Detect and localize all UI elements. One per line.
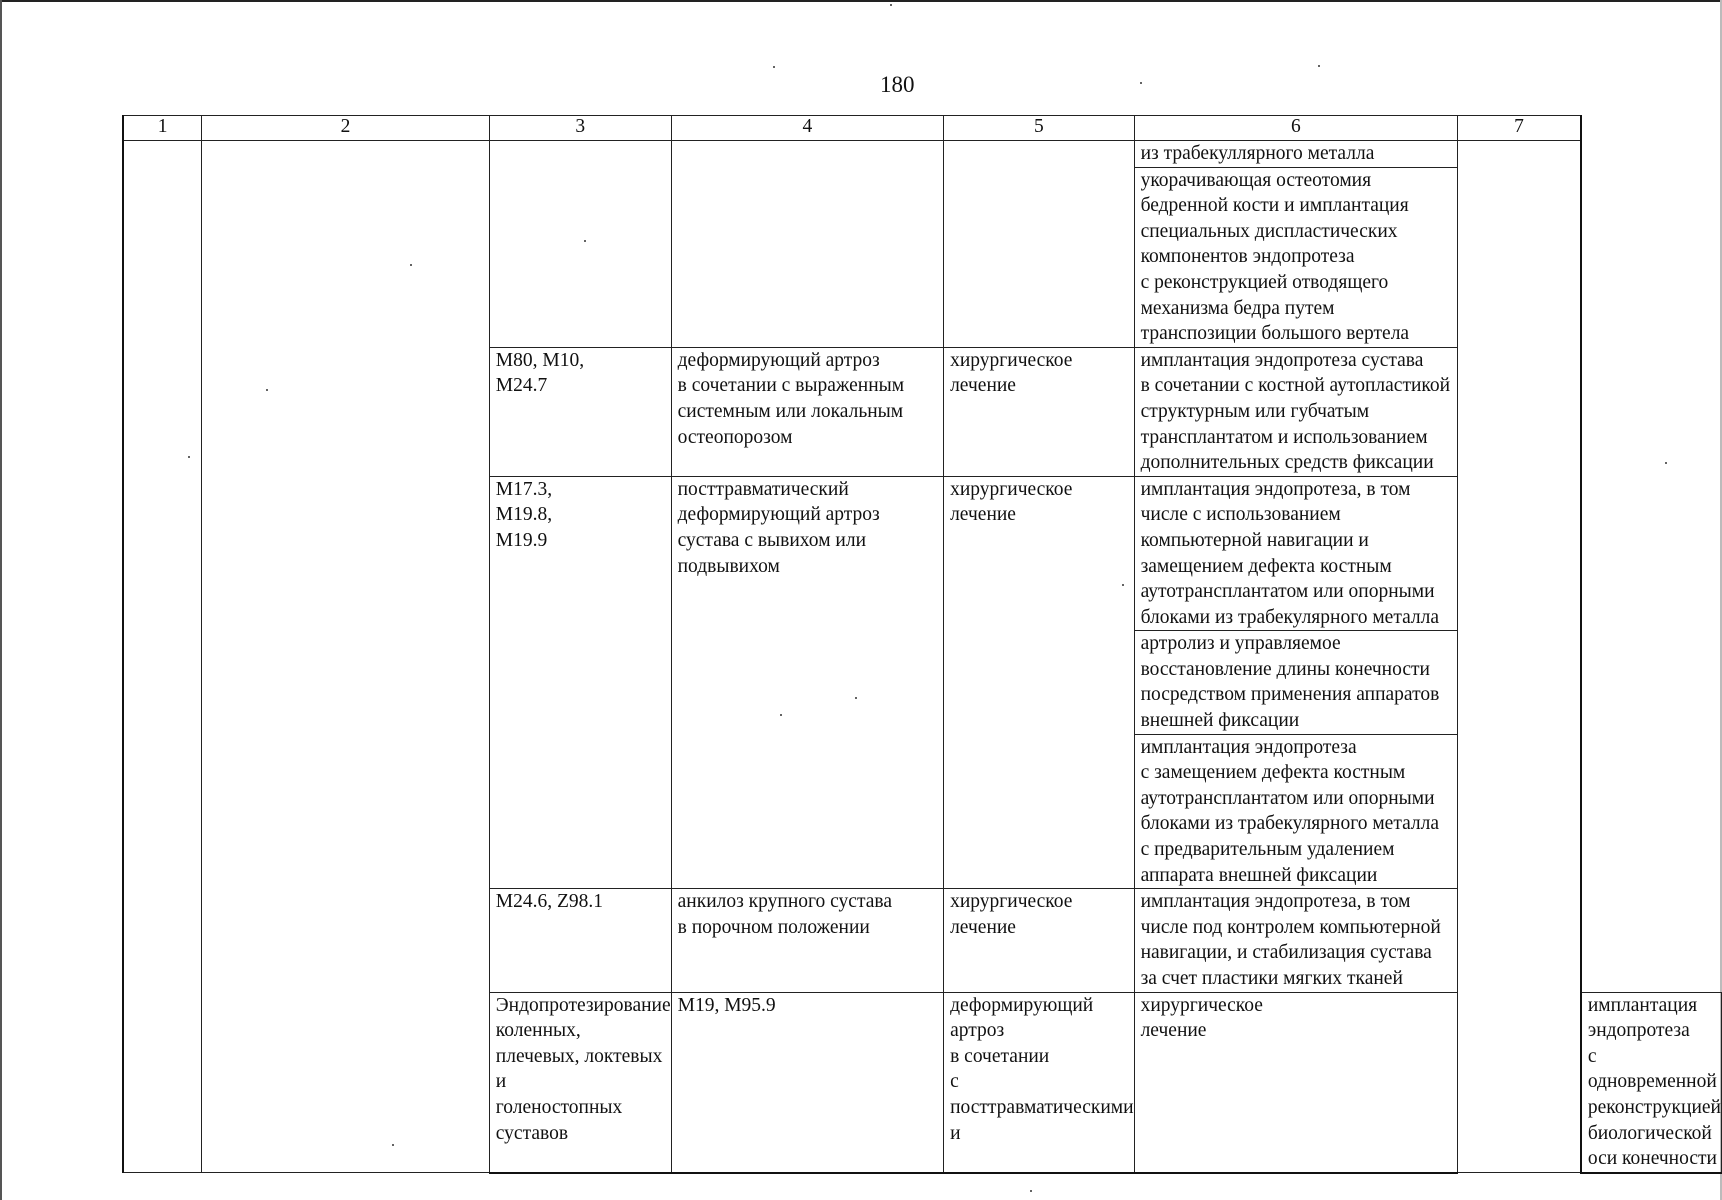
cell-number — [123, 141, 202, 1173]
cell-codes: M19, M95.9 — [671, 992, 943, 1173]
header-col-6: 6 — [1134, 116, 1458, 141]
header-col-5: 5 — [944, 116, 1135, 141]
scan-speck — [584, 240, 586, 242]
scan-speck — [773, 66, 775, 68]
cell-col-7 — [1458, 141, 1581, 1173]
cell-codes: M80, M10, M24.7 — [489, 347, 671, 476]
scan-speck — [780, 714, 782, 716]
scan-speck — [410, 264, 412, 266]
page-number: 180 — [880, 72, 915, 97]
table-row — [123, 141, 1722, 168]
scan-speck — [1318, 65, 1320, 67]
cell-treatment-type: хирургическое лечение — [944, 889, 1135, 992]
cell-treatment-method: имплантация эндопротеза с замещением дефекта костным аутотрансплантатом или опорными блоками из трабекулярного металла с предварительным удалением аппарата внешней фиксации — [1134, 734, 1458, 889]
cell-treatment-type — [944, 141, 1135, 348]
cell-treatment-method: имплантация эндопротеза с одновременной реконструкцией биологической оси конечности — [1581, 992, 1722, 1173]
scan-frame-left — [0, 0, 2, 1200]
medical-care-table — [122, 115, 1722, 1174]
header-col-2: 2 — [202, 116, 490, 141]
cell-codes: M24.6, Z98.1 — [489, 889, 671, 992]
header-row — [123, 116, 1722, 141]
scan-speck — [188, 456, 190, 458]
cell-codes: M17.3, M19.8, M19.9 — [489, 476, 671, 889]
header-col-4: 4 — [671, 116, 943, 141]
cell-treatment-method: укорачивающая остеотомия бедренной кости и имплантация специальных диспластических компонентов эндопротеза с реконструкцией отводящего механизма бедра путем транспозиции большого вертела — [1134, 167, 1458, 347]
scan-speck — [266, 389, 268, 391]
cell-treatment-type: хирургическое лечение — [944, 347, 1135, 476]
scan-speck — [1030, 1190, 1032, 1192]
cell-condition: деформирующий артроз в сочетании с выраженным системным или локальным остеопорозом — [671, 347, 943, 476]
cell-treatment-method: имплантация эндопротеза, в том числе с использованием компьютерной навигации и замещением дефекта костным аутотрансплантатом или опорными блоками из трабекулярного металла — [1134, 476, 1458, 631]
cell-treatment-method: артролиз и управляемое восстановление длины конечности посредством применения аппаратов внешней фиксации — [1134, 631, 1458, 734]
scan-speck — [1665, 462, 1667, 464]
cell-condition: посттравматический деформирующий артроз сустава с вывихом или подвывихом — [671, 476, 943, 889]
cell-procedure — [202, 141, 490, 1173]
scan-frame-top — [0, 0, 1722, 2]
cell-treatment-type: хирургическое лечение — [944, 476, 1135, 889]
cell-condition: деформирующий артроз в сочетании с посттравматическими и — [944, 992, 1135, 1173]
cell-procedure: Эндопротезирование коленных, плечевых, локтевых и голеностопных суставов — [489, 992, 671, 1173]
cell-treatment-method: имплантация эндопротеза сустава в сочетании с костной аутопластикой структурным или губчатым трансплантатом и использованием дополнительных средств фиксации — [1134, 347, 1458, 476]
cell-treatment-method: имплантация эндопротеза, в том числе под контролем компьютерной навигации, и стабилизация сустава за счет пластики мягких тканей — [1134, 889, 1458, 992]
scan-speck — [855, 697, 857, 699]
cell-codes — [489, 141, 671, 348]
header-col-7: 7 — [1458, 116, 1581, 141]
cell-condition: анкилоз крупного сустава в порочном положении — [671, 889, 943, 992]
scan-speck — [1122, 584, 1124, 586]
cell-treatment-type: хирургическое лечение — [1134, 992, 1458, 1173]
cell-condition — [671, 141, 943, 348]
scan-speck — [1140, 82, 1142, 84]
header-col-1: 1 — [123, 116, 202, 141]
scan-speck — [392, 1144, 394, 1146]
cell-treatment-method: из трабекуллярного металла — [1134, 141, 1458, 168]
header-col-3: 3 — [489, 116, 671, 141]
scan-speck — [890, 4, 892, 6]
